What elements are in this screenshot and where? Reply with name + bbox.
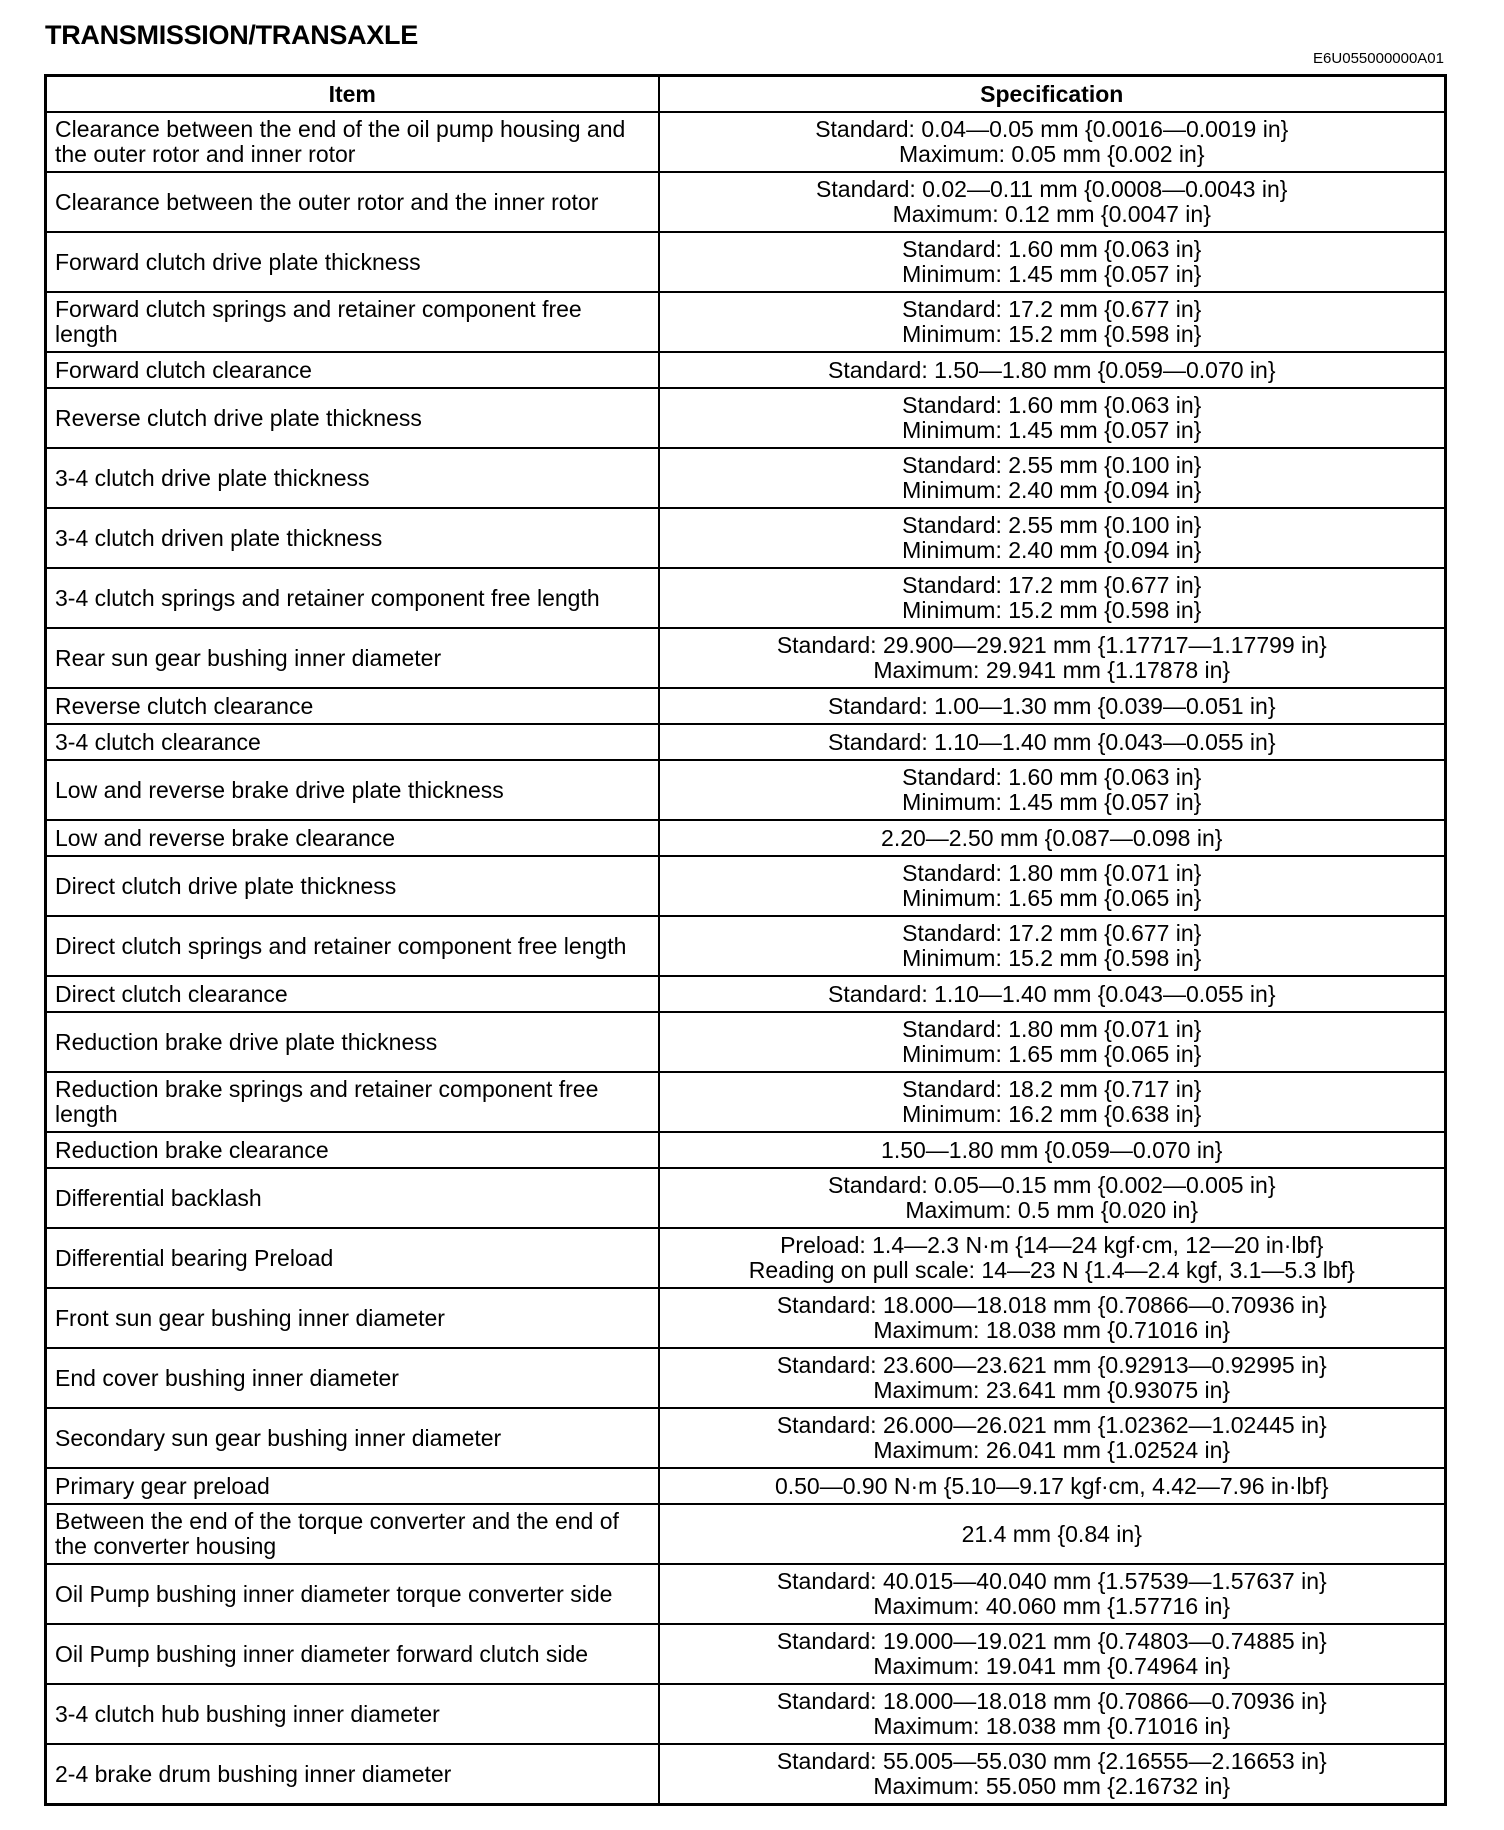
item-cell: Between the end of the torque converter and the end of the converter housing bbox=[46, 1504, 659, 1564]
specification-cell: Standard: 2.55 mm {0.100 in} Minimum: 2.40 mm {0.094 in} bbox=[659, 448, 1446, 508]
specification-cell: Standard: 1.10—1.40 mm {0.043—0.055 in} bbox=[659, 724, 1446, 760]
item-cell: End cover bushing inner diameter bbox=[46, 1348, 659, 1408]
table-row bbox=[46, 628, 1446, 688]
specification-cell: Standard: 55.005—55.030 mm {2.16555—2.16653 in} Maximum: 55.050 mm {2.16732 in} bbox=[659, 1744, 1446, 1805]
specification-cell: Standard: 26.000—26.021 mm {1.02362—1.02445 in} Maximum: 26.041 mm {1.02524 in} bbox=[659, 1408, 1446, 1468]
specification-cell: Standard: 18.000—18.018 mm {0.70866—0.70936 in} Maximum: 18.038 mm {0.71016 in} bbox=[659, 1684, 1446, 1744]
document-code: E6U055000000A01 bbox=[1313, 50, 1444, 67]
specification-cell: 2.20—2.50 mm {0.087—0.098 in} bbox=[659, 820, 1446, 856]
specification-cell: Standard: 17.2 mm {0.677 in} Minimum: 15.2 mm {0.598 in} bbox=[659, 568, 1446, 628]
specification-cell: 1.50—1.80 mm {0.059—0.070 in} bbox=[659, 1132, 1446, 1168]
table-row bbox=[46, 1684, 1446, 1744]
item-cell: Reduction brake clearance bbox=[46, 1132, 659, 1168]
specification-cell: Standard: 1.80 mm {0.071 in} Minimum: 1.65 mm {0.065 in} bbox=[659, 856, 1446, 916]
item-cell: Forward clutch drive plate thickness bbox=[46, 232, 659, 292]
table-row bbox=[46, 1132, 1446, 1168]
table-row bbox=[46, 1468, 1446, 1504]
item-cell: Low and reverse brake clearance bbox=[46, 820, 659, 856]
specification-table bbox=[44, 74, 1447, 1806]
table-row bbox=[46, 1168, 1446, 1228]
table-row bbox=[46, 1624, 1446, 1684]
table-row bbox=[46, 1072, 1446, 1132]
item-cell: Reduction brake drive plate thickness bbox=[46, 1012, 659, 1072]
item-cell: 2-4 brake drum bushing inner diameter bbox=[46, 1744, 659, 1805]
item-cell: Direct clutch springs and retainer component free length bbox=[46, 916, 659, 976]
table-row bbox=[46, 448, 1446, 508]
item-cell: Reduction brake springs and retainer component free length bbox=[46, 1072, 659, 1132]
column-header-item: Item bbox=[46, 76, 659, 113]
item-cell: Low and reverse brake drive plate thickness bbox=[46, 760, 659, 820]
table-row bbox=[46, 916, 1446, 976]
item-cell: Clearance between the end of the oil pump housing and the outer rotor and inner rotor bbox=[46, 112, 659, 172]
item-cell: Front sun gear bushing inner diameter bbox=[46, 1288, 659, 1348]
specification-cell: Standard: 2.55 mm {0.100 in} Minimum: 2.40 mm {0.094 in} bbox=[659, 508, 1446, 568]
item-cell: Reverse clutch clearance bbox=[46, 688, 659, 724]
item-cell: Forward clutch springs and retainer component free length bbox=[46, 292, 659, 352]
specification-cell: Standard: 19.000—19.021 mm {0.74803—0.74885 in} Maximum: 19.041 mm {0.74964 in} bbox=[659, 1624, 1446, 1684]
table-row bbox=[46, 1228, 1446, 1288]
item-cell: 3-4 clutch springs and retainer component free length bbox=[46, 568, 659, 628]
table-row bbox=[46, 352, 1446, 388]
specification-cell: Standard: 1.00—1.30 mm {0.039—0.051 in} bbox=[659, 688, 1446, 724]
specification-cell: Standard: 1.60 mm {0.063 in} Minimum: 1.45 mm {0.057 in} bbox=[659, 232, 1446, 292]
item-cell: Oil Pump bushing inner diameter forward clutch side bbox=[46, 1624, 659, 1684]
item-cell: Direct clutch clearance bbox=[46, 976, 659, 1012]
item-cell: Oil Pump bushing inner diameter torque converter side bbox=[46, 1564, 659, 1624]
specification-cell: Standard: 1.10—1.40 mm {0.043—0.055 in} bbox=[659, 976, 1446, 1012]
specification-cell: Standard: 1.60 mm {0.063 in} Minimum: 1.45 mm {0.057 in} bbox=[659, 388, 1446, 448]
table-row bbox=[46, 688, 1446, 724]
column-header-specification: Specification bbox=[659, 76, 1446, 113]
specification-cell: Standard: 17.2 mm {0.677 in} Minimum: 15.2 mm {0.598 in} bbox=[659, 292, 1446, 352]
specification-cell: Standard: 1.60 mm {0.063 in} Minimum: 1.45 mm {0.057 in} bbox=[659, 760, 1446, 820]
specification-cell: Standard: 18.000—18.018 mm {0.70866—0.70936 in} Maximum: 18.038 mm {0.71016 in} bbox=[659, 1288, 1446, 1348]
specification-cell: 21.4 mm {0.84 in} bbox=[659, 1504, 1446, 1564]
table-row bbox=[46, 388, 1446, 448]
item-cell: Clearance between the outer rotor and the inner rotor bbox=[46, 172, 659, 232]
table-row bbox=[46, 1408, 1446, 1468]
specification-cell: Preload: 1.4—2.3 N·m {14—24 kgf·cm, 12—20 in·lbf} Reading on pull scale: 14—23 N {1.4—2.4 kgf, 3.1—5.3 lbf} bbox=[659, 1228, 1446, 1288]
table-row bbox=[46, 856, 1446, 916]
specification-cell: Standard: 1.80 mm {0.071 in} Minimum: 1.65 mm {0.065 in} bbox=[659, 1012, 1446, 1072]
item-cell: Forward clutch clearance bbox=[46, 352, 659, 388]
table-row bbox=[46, 1504, 1446, 1564]
specification-cell: Standard: 0.04—0.05 mm {0.0016—0.0019 in} Maximum: 0.05 mm {0.002 in} bbox=[659, 112, 1446, 172]
table-row bbox=[46, 1744, 1446, 1805]
table-row bbox=[46, 568, 1446, 628]
item-cell: Differential bearing Preload bbox=[46, 1228, 659, 1288]
specification-cell: 0.50—0.90 N·m {5.10—9.17 kgf·cm, 4.42—7.96 in·lbf} bbox=[659, 1468, 1446, 1504]
table-row bbox=[46, 724, 1446, 760]
table-row bbox=[46, 760, 1446, 820]
specification-cell: Standard: 17.2 mm {0.677 in} Minimum: 15.2 mm {0.598 in} bbox=[659, 916, 1446, 976]
item-cell: 3-4 clutch hub bushing inner diameter bbox=[46, 1684, 659, 1744]
page-title: TRANSMISSION/TRANSAXLE bbox=[45, 20, 418, 50]
table-header-row bbox=[46, 76, 1446, 113]
specification-cell: Standard: 0.02—0.11 mm {0.0008—0.0043 in} Maximum: 0.12 mm {0.0047 in} bbox=[659, 172, 1446, 232]
table-row bbox=[46, 292, 1446, 352]
item-cell: Primary gear preload bbox=[46, 1468, 659, 1504]
item-cell: Secondary sun gear bushing inner diameter bbox=[46, 1408, 659, 1468]
item-cell: Direct clutch drive plate thickness bbox=[46, 856, 659, 916]
item-cell: 3-4 clutch drive plate thickness bbox=[46, 448, 659, 508]
item-cell: Rear sun gear bushing inner diameter bbox=[46, 628, 659, 688]
table-row bbox=[46, 820, 1446, 856]
specification-cell: Standard: 0.05—0.15 mm {0.002—0.005 in} Maximum: 0.5 mm {0.020 in} bbox=[659, 1168, 1446, 1228]
item-cell: 3-4 clutch clearance bbox=[46, 724, 659, 760]
specification-cell: Standard: 29.900—29.921 mm {1.17717—1.17799 in} Maximum: 29.941 mm {1.17878 in} bbox=[659, 628, 1446, 688]
table-row bbox=[46, 508, 1446, 568]
table-row bbox=[46, 1012, 1446, 1072]
table-row bbox=[46, 172, 1446, 232]
table-row bbox=[46, 1288, 1446, 1348]
specification-cell: Standard: 23.600—23.621 mm {0.92913—0.92995 in} Maximum: 23.641 mm {0.93075 in} bbox=[659, 1348, 1446, 1408]
table-row bbox=[46, 976, 1446, 1012]
table-row bbox=[46, 232, 1446, 292]
item-cell: Reverse clutch drive plate thickness bbox=[46, 388, 659, 448]
table-row bbox=[46, 1564, 1446, 1624]
specification-cell: Standard: 40.015—40.040 mm {1.57539—1.57637 in} Maximum: 40.060 mm {1.57716 in} bbox=[659, 1564, 1446, 1624]
table-row bbox=[46, 112, 1446, 172]
item-cell: 3-4 clutch driven plate thickness bbox=[46, 508, 659, 568]
specification-cell: Standard: 1.50—1.80 mm {0.059—0.070 in} bbox=[659, 352, 1446, 388]
item-cell: Differential backlash bbox=[46, 1168, 659, 1228]
table-row bbox=[46, 1348, 1446, 1408]
specification-cell: Standard: 18.2 mm {0.717 in} Minimum: 16.2 mm {0.638 in} bbox=[659, 1072, 1446, 1132]
